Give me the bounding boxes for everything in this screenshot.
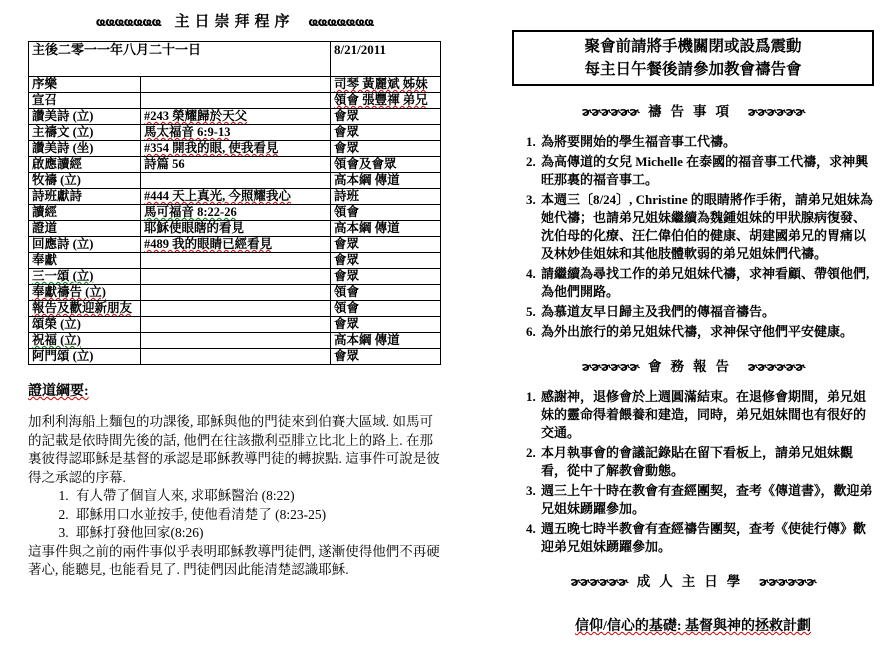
order-content-cell: #444 天上真光, 今照耀我心: [141, 189, 331, 205]
report-section-header: [512, 358, 874, 376]
table-row: [29, 93, 441, 109]
table-row: [29, 221, 441, 237]
order-item-cell: 奉獻: [29, 253, 141, 269]
order-item-cell: 讚美詩 (立): [29, 109, 141, 125]
sermon-points-list: [28, 487, 441, 543]
order-content-cell: [141, 93, 331, 109]
order-leader-cell: 領會 張豐禈 弟兄: [331, 93, 441, 109]
table-row: [29, 189, 441, 205]
order-content-cell: [141, 349, 331, 365]
order-item-cell: 讚美詩 (坐): [29, 141, 141, 157]
table-row: [29, 205, 441, 221]
order-item-cell: 宣召: [29, 93, 141, 109]
table-row: [29, 349, 441, 365]
order-leader-cell: 詩班: [331, 189, 441, 205]
report-section-title: 會務報告: [648, 359, 738, 374]
order-content-cell: 耶穌使眼瞎的看見: [141, 221, 331, 237]
order-leader-cell: 領會: [331, 285, 441, 301]
order-item-cell: 序樂: [29, 77, 141, 93]
sermon-point: 2. 耶穌用口水並按手, 使他看清楚了 (8:23-25): [72, 506, 441, 525]
report-items-list: [512, 388, 874, 556]
order-leader-cell: 會眾: [331, 141, 441, 157]
table-row: [29, 317, 441, 333]
order-content-cell: 馬太福音 6:9-13: [141, 125, 331, 141]
order-content-cell: [141, 77, 331, 93]
order-leader-cell: 會眾: [331, 125, 441, 141]
order-content-cell: [141, 285, 331, 301]
order-item-cell: 啟應讀經: [29, 157, 141, 173]
prayer-item: 6. 為外出旅行的弟兄姐妹代禱，求神保守他們平安健康。: [539, 323, 874, 341]
prayer-item: 4. 請繼續為尋找工作的弟兄姐妹代禱，求神看顧、帶領他們, 為他們開路。: [539, 265, 874, 301]
ornament-chain-icon: ҩҩҩҩҩҩҩ: [308, 15, 374, 29]
notice-line-1: 聚會前請將手機關閉或設爲震動: [584, 38, 802, 55]
table-row: [29, 173, 441, 189]
ornament-chain-icon: ɚɚɚɚɚɚ: [581, 360, 639, 374]
sunday-school-topic: 信仰/信心的基礎: 基督與神的拯救計劃: [574, 619, 812, 634]
order-leader-cell: 會眾: [331, 269, 441, 285]
worship-order-page: [28, 12, 441, 580]
order-content-cell: 馬可福音 8:22-26: [141, 205, 331, 221]
order-content-cell: [141, 317, 331, 333]
ornament-chain-icon: ɚɚɚɚɚɚ: [581, 105, 639, 119]
order-content-cell: [141, 269, 331, 285]
order-leader-cell: 高本綱 傳道: [331, 221, 441, 237]
order-leader-cell: 會眾: [331, 349, 441, 365]
order-leader-cell: 領會: [331, 301, 441, 317]
order-item-cell: 證道: [29, 221, 141, 237]
prayer-section-header: [512, 103, 874, 121]
announcements-page: [512, 30, 874, 635]
table-row: [29, 157, 441, 173]
order-content-cell: #354 開我的眼, 使我看見: [141, 141, 331, 157]
worship-order-table: [28, 41, 441, 365]
order-leader-cell: 領會: [331, 205, 441, 221]
page-title-text: 主日崇拜程序: [174, 14, 295, 30]
order-item-cell: 祝福 (立): [29, 333, 141, 349]
date-row: [29, 42, 441, 77]
order-leader-cell: 會眾: [331, 109, 441, 125]
sermon-point: 1. 有人帶了個盲人來, 求耶穌醫治 (8:22): [72, 487, 441, 506]
order-item-cell: 牧禱 (立): [29, 173, 141, 189]
order-leader-cell: 高本綱 傳道: [331, 173, 441, 189]
table-row: [29, 77, 441, 93]
table-row: [29, 301, 441, 317]
order-content-cell: #489 我的眼睛已經看見: [141, 237, 331, 253]
order-content-cell: [141, 173, 331, 189]
report-item: 4. 週五晚七時半教會有查經禱告團契，查考《使徒行傳》歡迎弟兄姐妹踴躍參加。: [539, 520, 874, 556]
order-leader-cell: 會眾: [331, 237, 441, 253]
sermon-intro-paragraph: 加利利海船上麵包的功課後, 耶穌與他的門徒來到伯賽大區域. 如馬可的記載是依時間先後的話, 他們在往該撒利亞腓立比北上的路上. 在那裏彼得認耶穌是基督的承認是耶穌教導門徒的轉捩點. 這事件可說是彼得之承認的序幕.: [28, 414, 440, 485]
worship-rows: [29, 77, 441, 365]
prayer-item: 1. 為將要開始的學生福音事工代禱。: [539, 133, 874, 151]
order-content-cell: 詩篇 56: [141, 157, 331, 173]
order-content-cell: [141, 253, 331, 269]
report-item: 2. 本月執事會的會議記錄貼在留下看板上，請弟兄姐妹觀看，從中了解教會動態。: [539, 444, 874, 480]
sunday-school-section-header: [512, 573, 874, 591]
prayer-item: 3. 本週三〔8/24〕, Christine 的眼睛將作手術，請弟兄姐妹為她代禱；也請弟兄姐妹繼續為魏鍾姐妹的甲狀腺病復發、沈伯母的化療、汪仁偉伯伯的健康、胡建國弟兄的胃痛以及林妙佳姐妹和其他肢體軟弱的弟兄姐妹們代禱。: [539, 191, 874, 263]
order-item-cell: 三一頌 (立): [29, 269, 141, 285]
order-leader-cell: 會眾: [331, 317, 441, 333]
table-row: [29, 333, 441, 349]
order-leader-cell: 領會及會眾: [331, 157, 441, 173]
table-row: [29, 269, 441, 285]
order-content-cell: #243 榮耀歸於天父: [141, 109, 331, 125]
order-leader-cell: 司琴 黃麗斌 姊妹: [331, 77, 441, 93]
notice-box: [512, 30, 874, 86]
sermon-point: 3. 耶穌打發他回家(8:26): [72, 524, 441, 543]
ornament-chain-icon: ɚɚɚɚɚɚ: [747, 360, 805, 374]
table-row: [29, 109, 441, 125]
prayer-section-title: 禱告事項: [648, 104, 738, 119]
page-title: [28, 12, 441, 32]
order-item-cell: 阿門頌 (立): [29, 349, 141, 365]
sermon-outline-section: [28, 380, 441, 580]
ornament-chain-icon: ҩҩҩҩҩҩҩ: [95, 15, 161, 29]
prayer-item: 5. 為慕道友早日歸主及我們的傳福音禱告。: [539, 303, 874, 321]
ornament-chain-icon: ɚɚɚɚɚɚ: [758, 575, 816, 589]
table-row: [29, 285, 441, 301]
prayer-items-list: [512, 133, 874, 341]
date-chinese: 主後二零一一年八月二十一日: [29, 42, 331, 77]
order-item-cell: 報告及歡迎新朋友: [29, 301, 141, 317]
order-item-cell: 奉獻禱告 (立): [29, 285, 141, 301]
ornament-chain-icon: ɚɚɚɚɚɚ: [747, 105, 805, 119]
prayer-item: 2. 為高傳道的女兒 Michelle 在泰國的福音事工代禱，求神興旺那裏的福音事工。: [539, 153, 874, 189]
order-item-cell: 讀經: [29, 205, 141, 221]
report-item: 3. 週三上午十時在教會有查經團契，查考《傳道書》，歡迎弟兄姐妹踴躍參加。: [539, 482, 874, 518]
order-leader-cell: 會眾: [331, 253, 441, 269]
ornament-chain-icon: ɚɚɚɚɚɚ: [570, 575, 628, 589]
order-content-cell: [141, 333, 331, 349]
sermon-outline-heading: 證道綱要:: [28, 384, 89, 399]
table-row: [29, 125, 441, 141]
date-english: 8/21/2011: [331, 42, 441, 77]
order-item-cell: 頌榮 (立): [29, 317, 141, 333]
sunday-school-title: 成人主日學: [636, 574, 750, 589]
order-item-cell: 回應詩 (立): [29, 237, 141, 253]
order-leader-cell: 高本綱 傳道: [331, 333, 441, 349]
report-item: 1. 感謝神，退修會於上週圓滿結束。在退修會期間，弟兄姐妹的靈命得着餵養和建造，同時，弟兄姐妹間也有很好的交通。: [539, 388, 874, 442]
sermon-conclusion-paragraph: 這事件與之前的兩件事似乎表明耶穌教導門徒們, 遂漸使得他們不再硬著心, 能聽見, 也能看見了. 門徒們因此能清楚認識耶穌.: [28, 543, 440, 577]
notice-line-2: 每主日午餐後請參加教會禱告會: [584, 61, 802, 78]
order-item-cell: 主禱文 (立): [29, 125, 141, 141]
table-row: [29, 253, 441, 269]
table-row: [29, 141, 441, 157]
order-item-cell: 詩班獻詩: [29, 189, 141, 205]
table-row: [29, 237, 441, 253]
order-content-cell: [141, 301, 331, 317]
